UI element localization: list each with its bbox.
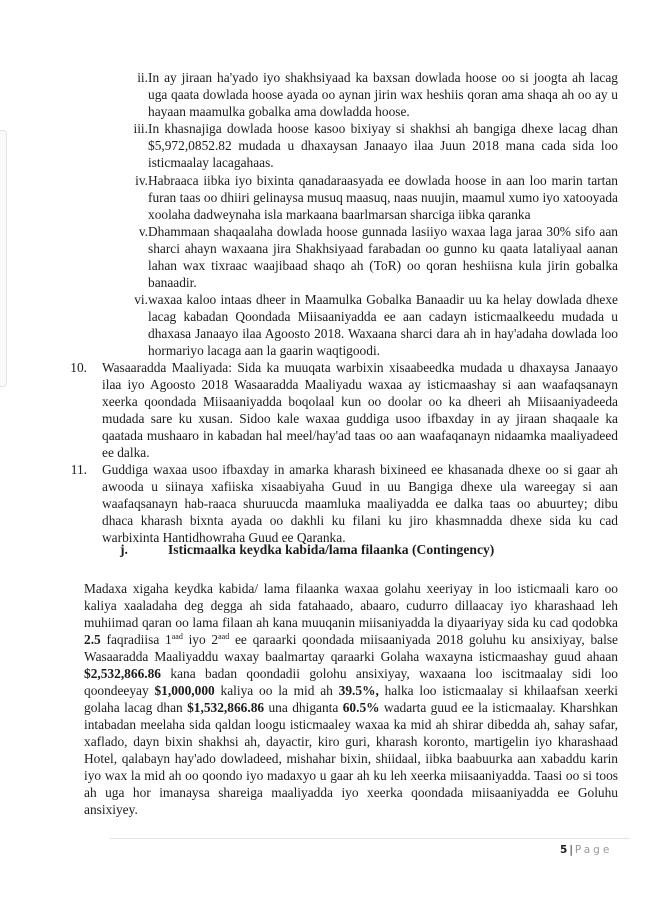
list-item-line: qaatada mushaaro in kabadan hal meel/hay'ad taas oo aan waafaqanayn nidaamka maaliyadeed — [102, 428, 618, 443]
list-marker: iii. — [133, 121, 148, 136]
paragraph-line: qoondeeyay $1,000,000 kaliya oo la mid ah 39.5%, halka loo isticmaalay si khilaafsan xeerki — [84, 683, 618, 698]
paragraph-line: ah uga hor imanaysa shareiga maaliyadda iyo xeerka qoondada miisaaniyadda ee Goluhu — [84, 785, 618, 800]
list-item-line: Dhammaan shaqaalaha dowlada hoose gunnada lasiiyo waxaa laga jaraa 30% sifo aan — [148, 224, 618, 239]
list-item-line: $5,972,0852.82 mudada u dhaxaysan Janaayo ilaa Juun 2018 mana cada sida loo — [148, 138, 618, 153]
list-item-line: xeerka qoondada Miisaaniyadda boqolaal kun oo doolar oo ka dheeri ah Miisaaniyadeeda — [102, 394, 618, 409]
paragraph-line: Hotel, qalabayn hay'ado dowladeed, mishahar bixin, shiidaal, iibka baabuurka aan xabaddu karin — [84, 751, 618, 766]
list-marker: 11. — [70, 462, 87, 477]
list-item-line: awooda u siinaya xafiiska xisaabiyaha Guud in uu Bangiga dhexe ula wareegay si aan — [102, 479, 618, 494]
list-marker: v. — [138, 224, 148, 239]
section-title: Isticmaalka keydka kabida/lama filaanka (Contingency) — [168, 542, 495, 557]
paragraph-line: Madaxa xigaha keydka kabida/ lama filaanka waxaa golahu xeeriyay in loo isticmaali karo oo — [84, 581, 618, 596]
list-item-line: Guddiga waxaa usoo ifbaxday in amarka kharash bixineed ee khasanada dhexe oo si gaar ah — [102, 462, 618, 477]
list-item-line: xoolaha dadweynaha isla markaana baarlmarsan sharciga iibka qaranka — [148, 207, 531, 222]
list-item-line: sharci ahayn waxaana jira Shakhsiyaad farabadan oo gunno ku qaata lataliyaal aanan — [148, 241, 618, 256]
paragraph-line: muhiimad qaran oo lama filaan ah kana muuqanin miisaniyadda la diyaariyay sida ku cad qodobka — [84, 615, 618, 630]
list-item-line: ilaa iyo Agoosto 2018 Wasaaradda Maaliyadu waxaa ay isticmaashay si aan waafaqsanayn — [102, 377, 618, 392]
list-marker: 10. — [70, 360, 87, 375]
paragraph-line: iyo wax la mid ah oo qoondo iyo madaxyo u gaar ah ku leh xeerka miisaaniyadda. Taasi oo si toos — [84, 768, 618, 783]
list-item-line: dhaxasa Janaayo ilaa Agoosto 2018. Waxaana sharci dara ah in hay'adaha dowlada loo — [148, 326, 618, 341]
paragraph-line: ansixiyey. — [84, 802, 138, 817]
page-footer — [560, 843, 612, 857]
page-number: 5 — [560, 844, 568, 856]
footer-divider — [110, 838, 630, 839]
list-item-line: banaadir. — [148, 275, 197, 290]
list-item-line: furan taas oo dhiiri gelinaysa musuq maasuq, naas nuujin, maamul xumo iyo xatooyada — [148, 190, 618, 205]
paragraph-line: intabadan meelaha sida qaldan loogu isticmaaley waxaa ka mid ah shirar dibedda ah, sahay safar, — [84, 717, 618, 732]
paragraph-line: 2.5 faqradiisa $1^{aad}$ iyo $2^{aad}$ ee qaraarki qoondada miisaaniyada 2018 goluhu ku ansixiyay, balse — [84, 632, 618, 647]
bold-amount: $1,000,000 — [154, 683, 215, 698]
list-item-line: dhaca kharash bixnta ayada oo dakhli ku filani ku jiro khasmnadda dhexe sida ku cad — [102, 513, 618, 528]
list-item-line: waafaqsanayn hab-raaca shuruucda maamluka maaliyadda ee dalka taas oo abuurtey; dibu — [102, 496, 618, 511]
paragraph-line: golaha lacag dhan $1,532,866.86 una dhiganta 60.5% wadarta guud ee la isticmaalay. Kharshkan — [84, 700, 618, 715]
list-item-line: isticmaalay lacagahaas. — [148, 155, 274, 170]
list-item-line: waxaa kaloo intaas dheer in Maamulka Gobalka Banaadir uu ka helay dowlada dhexe — [148, 292, 618, 307]
list-item-line: ee dalka. — [102, 445, 150, 460]
list-item-line: In ay jiraan ha'yado iyo shakhsiyaad ka baxsan dowlada hoose oo si joogta ah lacag — [148, 70, 618, 85]
paragraph-line: Wasaaradda Maaliyaddu waxay baalmartay qaraarki Golaha waxayna isticmaashay guud ahaan — [84, 649, 618, 664]
list-marker: vi. — [134, 292, 148, 307]
bold-figure: 2.5 — [84, 632, 101, 647]
section-letter: j. — [120, 542, 128, 557]
list-item-line: hormariyo lacaga aan la gaarin waqtigoodi. — [148, 343, 381, 358]
list-item-line: lacag kabadan Qoondada Miisaaniyadda ee aan cadayn isticmaalkeedu mudada u — [148, 309, 618, 324]
bold-amount: $1,532,866.86 — [187, 700, 265, 715]
bold-amount: $2,532,866.86 — [84, 666, 161, 681]
list-item-line: warbixinta Hantidhowraha Guud ee Qaranka. — [102, 530, 346, 545]
paragraph-line: kaliya xaaladaha deg degga ah sida fatahaado, abaaro, cudurro dillaacay iyo kharashaad leh — [84, 598, 618, 613]
list-item-line: Wasaaradda Maaliyada: Sida ka muuqata warbixin xisaabeedka mudada u dhaxaysa Janaayo — [102, 360, 618, 375]
bold-percent: 39.5%, — [338, 683, 379, 698]
bold-percent: 60.5% — [342, 700, 380, 715]
paragraph-line: $2,532,866.86 kana badan qoondadii golohu ansixiyay, waxaana loo iscitmaalay sidi loo — [84, 666, 618, 681]
list-item-line: hayaan maamulka gobalka ama dowladda hoose. — [148, 104, 410, 119]
list-item-line: mudada sare ku xusan. Sidoo kale waxaa guddiga usoo ifbaxday in ay jiraan shaqaale ka — [102, 411, 618, 426]
list-item-line: Habraaca iibka iyo bixinta qanadaraasyada ee dowlada hoose in aan loo marin tartan — [148, 173, 618, 188]
page-label: Page — [574, 844, 613, 856]
footer-separator: | — [569, 844, 573, 856]
list-item-line: uga qaata dowlada hoose ayada oo aynan jirin wax heshiis qoran ama shaqa ah oo ay u — [148, 87, 618, 102]
paragraph-line: xaflado, dayn bixin shakhsi ah, dayactir, kiro guri, kharash koronto, martigelin iyo kharashaad — [84, 734, 618, 749]
list-item-line: In khasnajiga dowlada hoose kasoo bixiyay si shakhsi ah bangiga dhexe lacag dhan — [148, 121, 618, 136]
list-marker: ii. — [137, 70, 148, 85]
list-item-line: lahan wax tixraac waajibaad shaqo ah (ToR) oo qoran heshiisna kula jirin gobalka — [148, 258, 618, 273]
list-marker: iv. — [135, 173, 148, 188]
